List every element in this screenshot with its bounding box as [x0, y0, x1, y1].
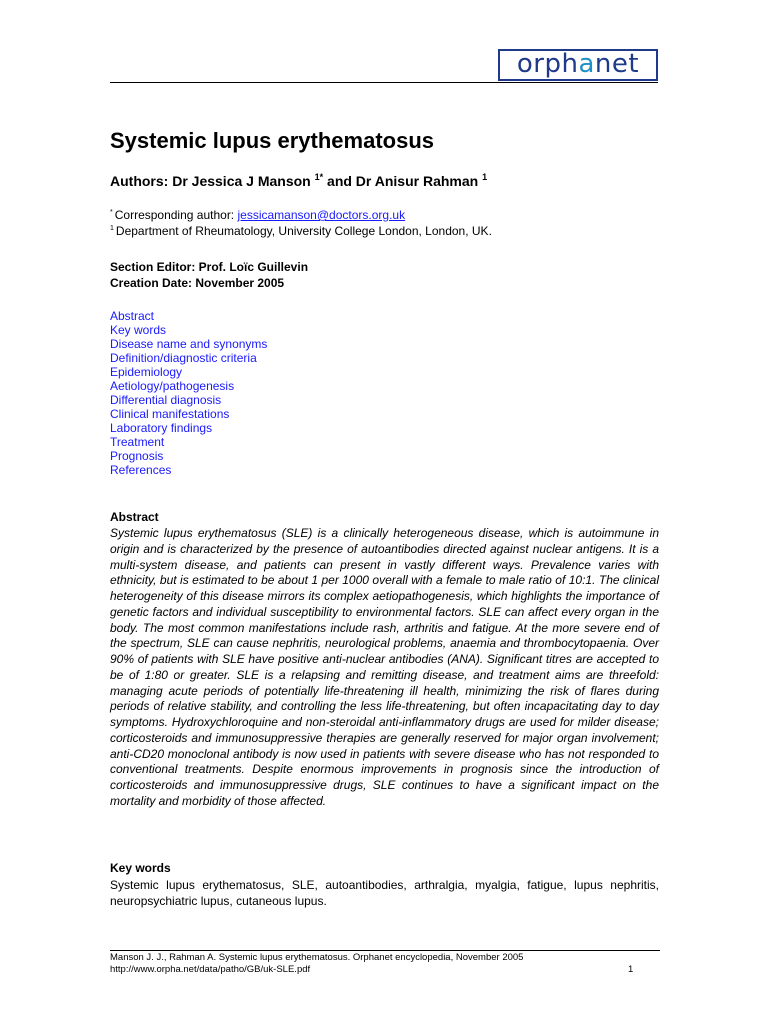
corresponding-email-link[interactable]: jessicamanson@doctors.org.uk [237, 208, 406, 222]
keywords-text: Systemic lupus erythematosus, SLE, autoantibodies, arthralgia, myalgia, fatigue, lupus nephritis, neuropsychiatric lupus, cutaneous lupus. [110, 878, 659, 908]
toc-link-definition[interactable]: Definition/diagnostic criteria [110, 351, 257, 365]
affiliation-text: Department of Rheumatology, University College London, London, UK. [115, 224, 492, 238]
affiliation-mark: 1 [110, 225, 114, 232]
logo-text-prefix: orph [516, 49, 579, 79]
toc-link-abstract[interactable]: Abstract [110, 309, 155, 323]
creation-date: Creation Date: November 2005 [110, 276, 285, 290]
orphanet-logo[interactable] [498, 49, 658, 81]
section-editor: Section Editor: Prof. Loïc Guillevin [110, 260, 309, 274]
abstract-text: Systemic lupus erythematosus (SLE) is a clinically heterogeneous disease, which is autoimmune in origin and is characterized by the presence of autoantibodies directed against nuclear antigens. It is a multi-system disease, and patients can present in vastly different ways. Prevalence varies with ethnicity, but is estimated to be about 1 per 1000 overall with a female to male ratio of 10:1. The clinical heterogeneity of this disease mirrors its complex aetiopathogenesis, which highlights the importance of genetic factors and individual susceptibility to environmental factors. SLE can affect every organ in the body. The most common manifestations include rash, arthritis and fatigue. At the more severe end of the spectrum, SLE can cause nephritis, neurological problems, anaemia and thrombocytopaenia. Over 90% of patients with SLE have positive anti-nuclear antibodies (ANA). Significant titres are accepted to be of 1:80 or greater. SLE is a relapsing and remitting disease, and treatment aims are threefold: managing acute periods of potentially life-threatening ill health, minimizing the risk of flares during periods of relative stability, and controlling the less life-threatening, but often incapacitating day to day symptoms. Hydroxychloroquine and non-steroidal anti-inflammatory drugs are used for milder disease; corticosteroids and immunosuppressive therapies are generally reserved for major organ involvement; anti-CD20 monoclonal antibody is now used in patients with severe disease who has not responded to conventional treatments. Despite enormous improvements in prognosis since the introduction of corticosteroids and immunosuppressive drugs, SLE continues to have a significant impact on the mortality and morbidity of those affected. [110, 526, 659, 808]
corresponding-mark: * [110, 209, 113, 216]
author2-affiliation-mark: 1 [482, 172, 488, 182]
document-title: Systemic lupus erythematosus [110, 128, 435, 153]
toc-link-references[interactable]: References [110, 463, 172, 477]
author1-affiliation-mark: 1* [314, 172, 324, 182]
logo-text-accent: a [578, 49, 595, 79]
toc-link-prognosis[interactable]: Prognosis [110, 449, 164, 463]
toc-link-key-words[interactable]: Key words [110, 323, 167, 337]
abstract-heading: Abstract [110, 510, 159, 524]
authors-prefix: Authors: Dr Jessica J Manson [110, 173, 315, 189]
corresponding-label: Corresponding author: [114, 208, 238, 222]
footer-citation: Manson J. J., Rahman A. Systemic lupus erythematosus. Orphanet encyclopedia, November 2005 [110, 952, 524, 963]
orphanet-logo-text [517, 50, 639, 78]
toc-link-laboratory-findings[interactable]: Laboratory findings [110, 421, 213, 435]
toc-link-aetiology[interactable]: Aetiology/pathogenesis [110, 379, 235, 393]
corresponding-author-note [110, 208, 405, 222]
toc-link-disease-name[interactable]: Disease name and synonyms [110, 337, 268, 351]
table-of-contents [110, 309, 267, 477]
toc-link-epidemiology[interactable]: Epidemiology [110, 365, 183, 379]
toc-link-clinical-manifestations[interactable]: Clinical manifestations [110, 407, 230, 421]
authors-middle: and Dr Anisur Rahman [323, 173, 483, 189]
header-rule [110, 82, 658, 83]
keywords-heading: Key words [110, 861, 171, 875]
logo-text-suffix: net [594, 49, 640, 79]
affiliation-note [110, 224, 492, 238]
toc-link-treatment[interactable]: Treatment [110, 435, 165, 449]
footer-rule [110, 950, 660, 951]
authors-line [110, 172, 487, 189]
toc-link-differential-diagnosis[interactable]: Differential diagnosis [110, 393, 222, 407]
footer-url: http://www.orpha.net/data/patho/GB/uk-SLE.pdf [110, 964, 311, 975]
page-number: 1 [628, 964, 634, 975]
